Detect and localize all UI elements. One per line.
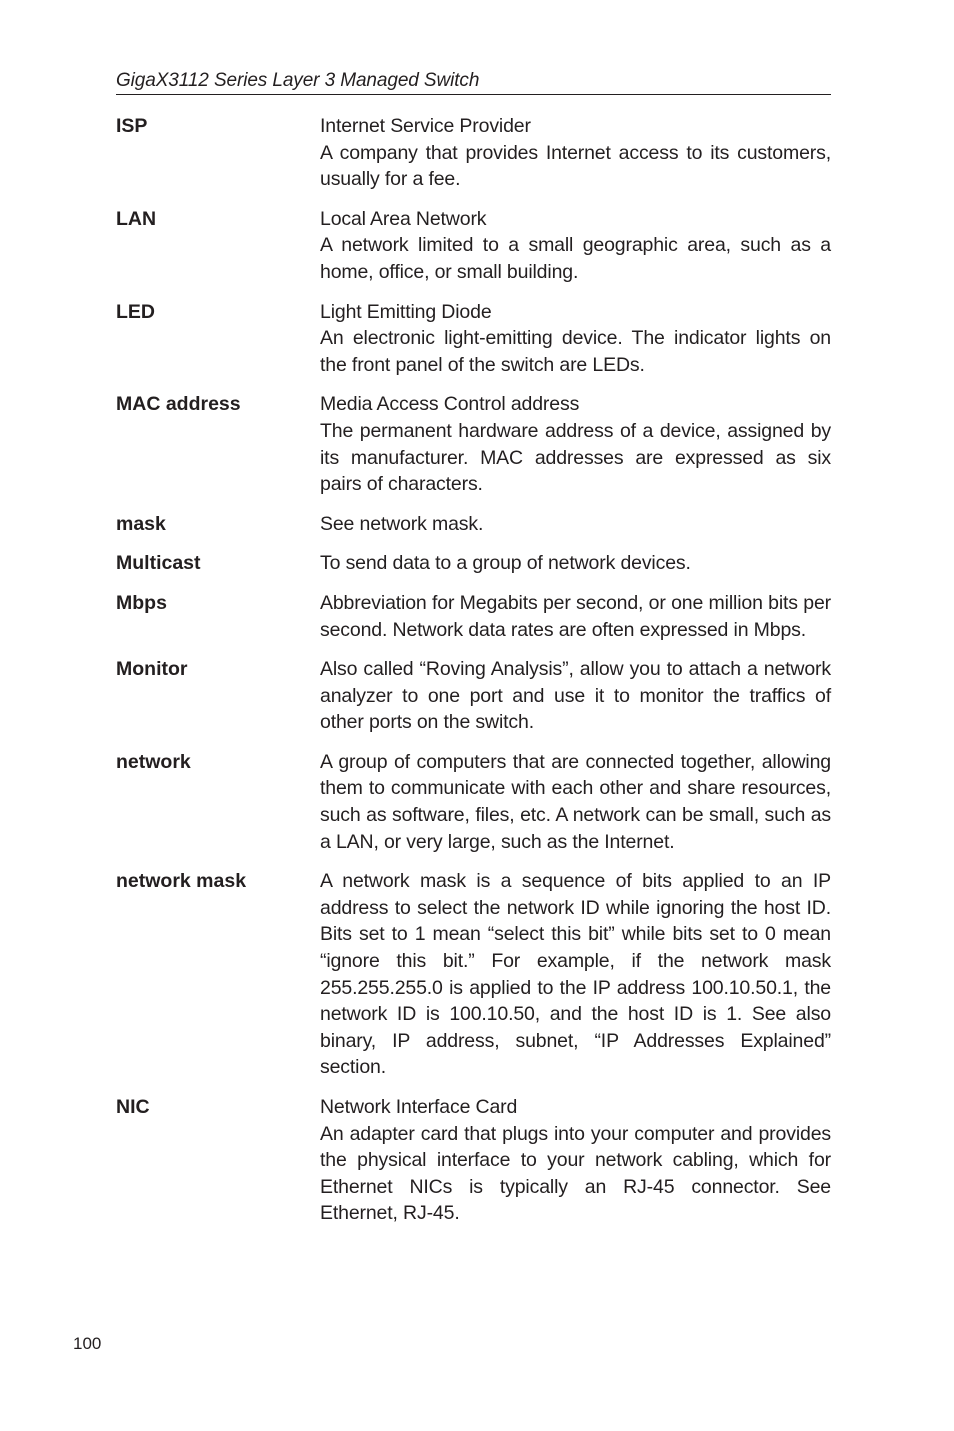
glossary-term: network mask	[116, 870, 247, 893]
glossary-definition	[320, 206, 831, 286]
glossary-definition	[320, 868, 831, 1081]
glossary-term: LED	[116, 300, 155, 323]
term-expansion: Media Access Control address	[320, 393, 580, 416]
term-expansion: Internet Service Provider	[320, 115, 531, 137]
glossary-entry-nic	[116, 1094, 831, 1227]
term-expansion: Network Interface Card	[320, 1096, 518, 1118]
definition-text: A network limited to a small geographic area, such as a home, office, or small building.	[320, 234, 831, 283]
glossary-entry-network	[116, 749, 831, 855]
glossary-entry-monitor	[116, 656, 831, 736]
glossary-definition	[320, 1094, 831, 1227]
glossary-term: NIC	[116, 1096, 150, 1118]
glossary-term: Multicast	[116, 552, 201, 575]
glossary-term: network	[116, 750, 191, 773]
glossary-definition	[320, 299, 831, 379]
definition-text: Abbreviation for Megabits per second, or one million bits per second. Network data rates are often expressed in Mbps.	[320, 591, 831, 641]
glossary-entry-led	[116, 299, 831, 379]
definition-text: To send data to a group of network devices.	[320, 552, 691, 575]
page-number: 100	[73, 1334, 102, 1353]
glossary-definition	[320, 391, 831, 497]
definition-text: See network mask.	[320, 512, 484, 535]
glossary-entry-multicast	[116, 550, 831, 577]
definition-text: A company that provides Internet access to its customers, usually for a fee.	[320, 141, 831, 191]
term-expansion: Light Emitting Diode	[320, 300, 492, 323]
glossary-list	[116, 113, 831, 1240]
glossary-entry-lan	[116, 206, 831, 286]
glossary-entry-network-mask	[116, 868, 831, 1081]
glossary-term: Monitor	[116, 658, 188, 681]
glossary-entry-mbps	[116, 590, 831, 643]
glossary-entry-mac-address	[116, 391, 831, 497]
definition-text: A network mask is a sequence of bits applied to an IP address to select the network ID while ignoring the host ID. Bits set to 1 mean “select this bit” while bits set to 0 mean “ignore this bit.” For example, if the network mask 255.255.255.0 is applied to the IP address 100.10.50.1, the network ID is 100.10.50, and the host ID is 1. See also binary, IP address, subnet, “IP Addresses Explained” section.	[320, 870, 831, 1079]
glossary-definition	[320, 749, 831, 855]
definition-text: An electronic light-emitting device. The indicator lights on the front panel of the switch are LEDs.	[320, 327, 831, 376]
glossary-term: ISP	[116, 115, 148, 137]
definition-text: An adapter card that plugs into your computer and provides the physical interface to your network cabling, which for Ethernet NICs is typically an RJ-45 connector. See Ethernet, RJ-45.	[320, 1122, 831, 1225]
glossary-term: LAN	[116, 207, 157, 230]
glossary-term: mask	[116, 512, 166, 535]
definition-text: Also called “Roving Analysis”, allow you to attach a network analyzer to one port and use it to monitor the traffics of other ports on the switch.	[320, 658, 831, 734]
glossary-definition	[320, 113, 831, 193]
glossary-definition	[320, 656, 831, 736]
running-header: GigaX3112 Series Layer 3 Managed Switch	[116, 70, 831, 95]
glossary-entry-isp	[116, 113, 831, 193]
definition-text: A group of computers that are connected together, allowing them to communicate with each other and share resources, such as software, files, etc. A network can be small, such as a LAN, or very large, such as the Internet.	[320, 750, 831, 853]
glossary-definition	[320, 550, 831, 577]
definition-text: The permanent hardware address of a device, assigned by its manufacturer. MAC addresses are expressed as six pairs of characters.	[320, 419, 831, 496]
glossary-entry-mask	[116, 511, 831, 538]
term-expansion: Local Area Network	[320, 207, 487, 230]
glossary-term: MAC address	[116, 393, 241, 416]
glossary-definition	[320, 590, 831, 643]
glossary-term: Mbps	[116, 591, 167, 614]
glossary-definition	[320, 511, 831, 538]
